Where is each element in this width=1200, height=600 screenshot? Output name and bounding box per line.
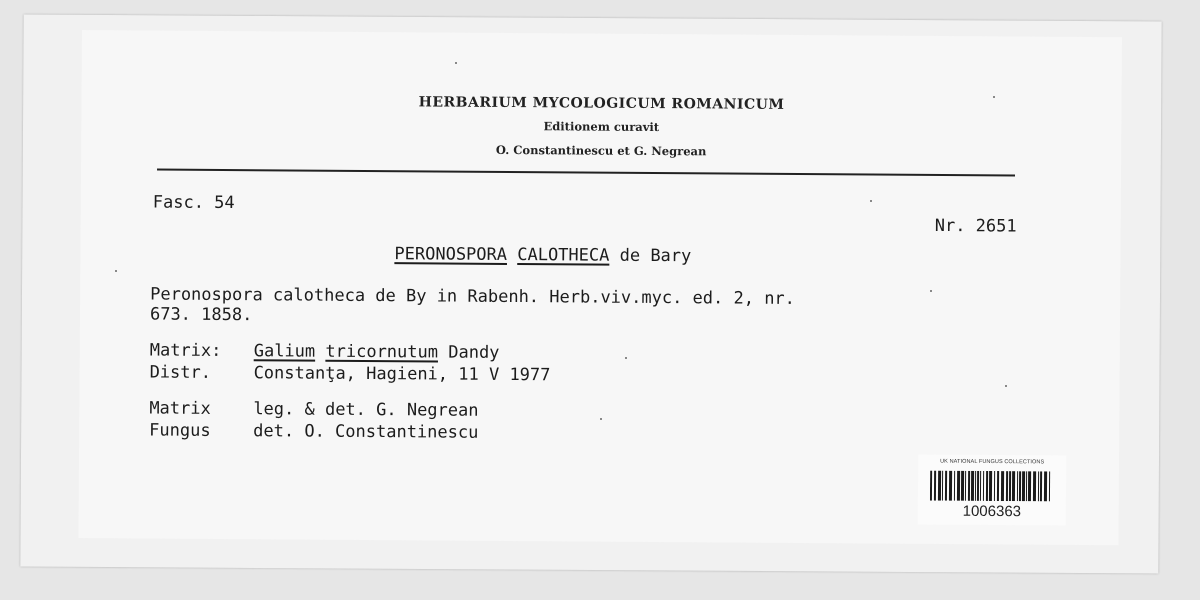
barcode-header: UK NATIONAL FUNGUS COLLECTIONS xyxy=(940,458,1045,466)
barcode-bar xyxy=(1001,471,1004,501)
barcode-bar xyxy=(949,471,952,501)
citation-line-2: 673. 1858. xyxy=(149,304,253,326)
barcode-bar xyxy=(1040,471,1042,501)
barcode-bar xyxy=(938,471,941,501)
barcode-bar xyxy=(986,471,988,501)
fascicle-number: Fasc. 54 xyxy=(152,192,235,214)
distribution-value: Constanţa, Hagieni, 11 V 1977 xyxy=(253,363,551,386)
barcode-bar xyxy=(994,471,995,501)
barcode-bar xyxy=(954,471,955,501)
barcode-bar xyxy=(945,471,947,501)
barcode-bar xyxy=(957,471,960,501)
dust-speck xyxy=(455,62,457,64)
barcode-bar xyxy=(1009,471,1011,501)
fungus-value: det. O. Constantinescu xyxy=(253,421,479,443)
fungus-row xyxy=(149,420,478,442)
barcode-bar xyxy=(930,471,932,501)
barcode-bar xyxy=(968,471,970,501)
header-rule xyxy=(157,169,1015,177)
distribution-row xyxy=(150,362,551,385)
barcode-bar xyxy=(1019,471,1021,501)
barcode-bar xyxy=(997,471,999,501)
label-curators: O. Constantinescu et G. Negrean xyxy=(495,142,707,159)
distribution-label: Distr. xyxy=(149,362,212,383)
species-name xyxy=(394,244,691,266)
barcode-bar xyxy=(965,471,966,501)
barcode-label xyxy=(918,454,1066,525)
species-epithet: CALOTHECA xyxy=(517,245,610,266)
dust-speck xyxy=(625,357,627,359)
barcode-bar xyxy=(1028,471,1031,501)
barcode-bar xyxy=(1012,471,1015,501)
dust-speck xyxy=(600,418,602,420)
dust-speck xyxy=(1005,385,1007,387)
barcode-bar xyxy=(983,471,984,501)
host-author: Dandy xyxy=(448,342,500,363)
barcode-bar xyxy=(980,471,981,501)
barcode-bar xyxy=(1038,471,1039,501)
dust-speck xyxy=(930,290,932,292)
label-subtitle: Editionem curavit xyxy=(543,119,660,135)
barcode-bars xyxy=(930,471,1054,502)
dust-speck xyxy=(993,96,995,98)
citation-line-1: Peronospora calotheca de By in Rabenh. Herb.viv.myc. ed. 2, nr. xyxy=(150,284,796,309)
matrix-row xyxy=(150,340,500,362)
barcode-bar xyxy=(971,471,974,501)
matrix-label: Matrix: xyxy=(149,340,222,361)
barcode-bar xyxy=(989,471,992,501)
barcode-bar xyxy=(942,471,943,501)
dust-speck xyxy=(870,200,872,202)
barcode-bar xyxy=(1049,471,1050,501)
barcode-bar xyxy=(1044,471,1047,501)
barcode-bar xyxy=(961,471,964,501)
species-author: de Bary xyxy=(619,245,692,267)
dust-speck xyxy=(115,270,117,272)
collector-value: leg. & det. G. Negrean xyxy=(253,399,479,421)
barcode-bar xyxy=(1033,471,1036,501)
barcode-bar xyxy=(975,471,976,501)
barcode-bar xyxy=(1022,471,1025,501)
host-epithet: tricornutum xyxy=(325,341,439,363)
barcode-bar xyxy=(1017,471,1018,501)
barcode-bar xyxy=(934,471,936,501)
species-genus: PERONOSPORA xyxy=(394,244,508,265)
barcode-number: 1006363 xyxy=(962,502,1022,521)
barcode-bar xyxy=(1006,471,1008,501)
collector-row xyxy=(149,398,478,420)
barcode-bar xyxy=(977,471,979,501)
barcode-bar xyxy=(1026,471,1027,501)
specimen-number: Nr. 2651 xyxy=(934,215,1017,237)
collector-label: Matrix xyxy=(149,398,211,419)
fungus-label: Fungus xyxy=(149,420,211,441)
host-genus: Galium xyxy=(253,341,316,362)
label-title: HERBARIUM MYCOLOGICUM ROMANICUM xyxy=(418,94,785,113)
